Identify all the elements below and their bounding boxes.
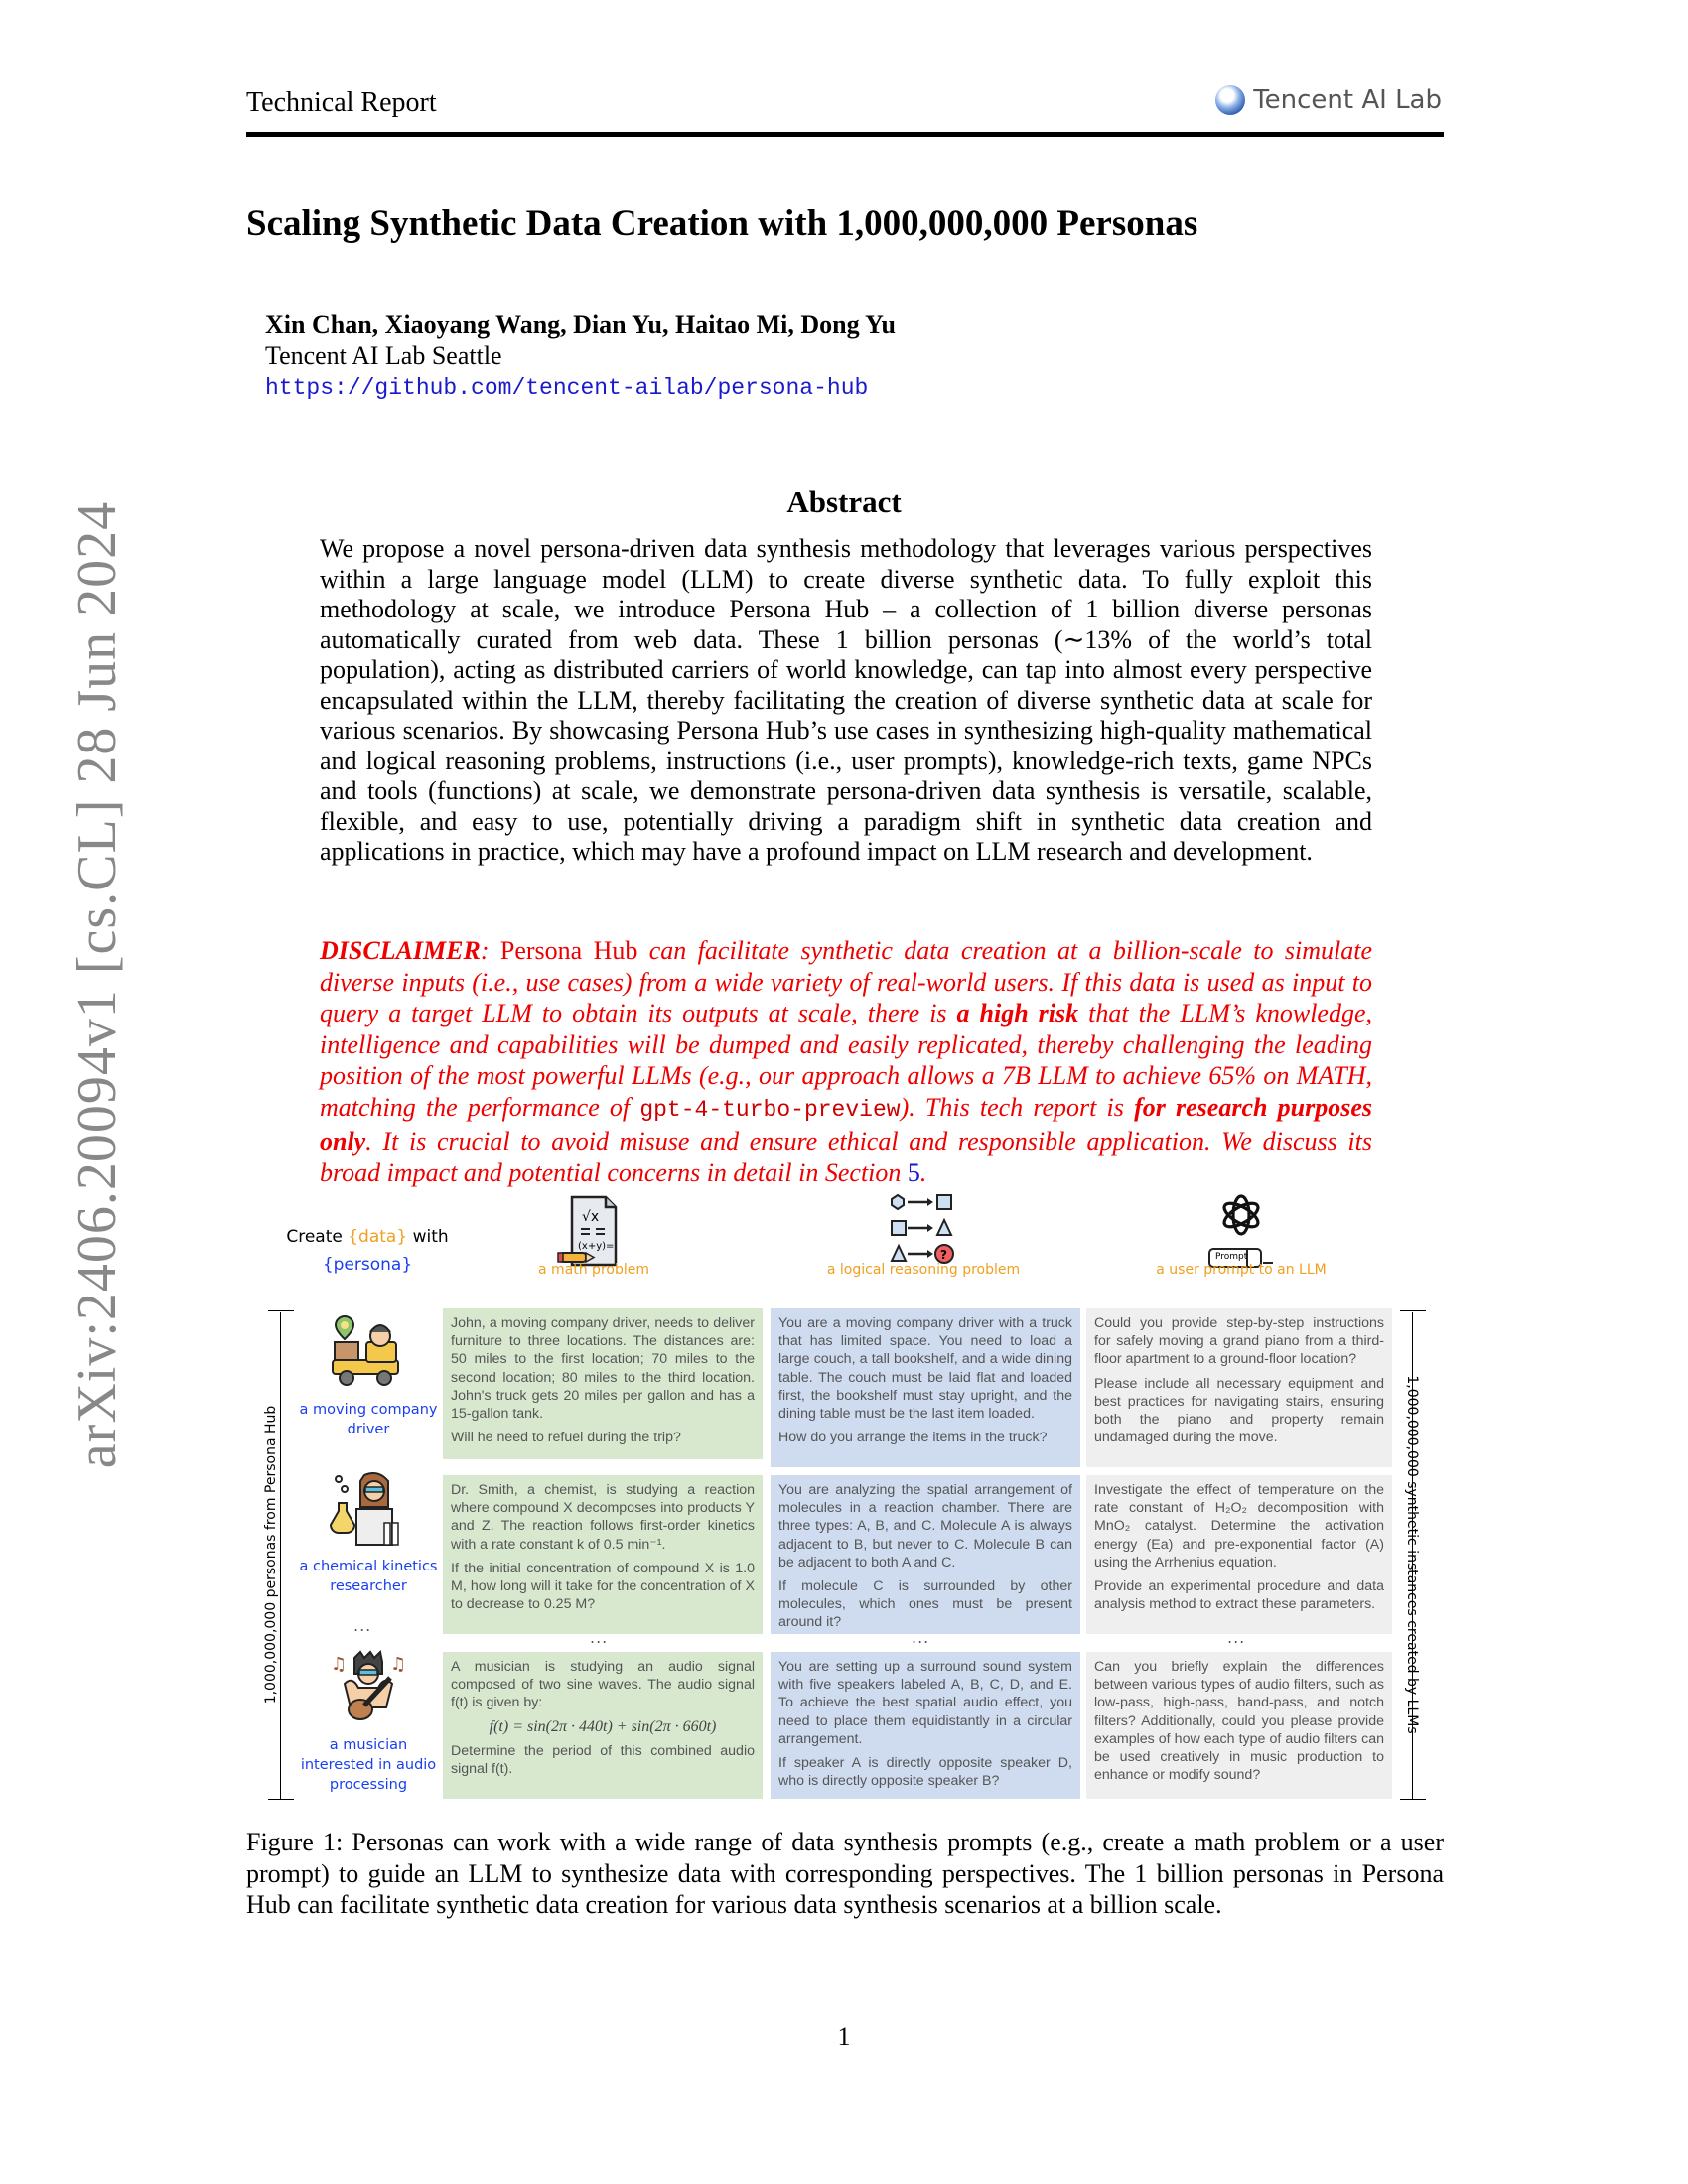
persona-hub-name: Persona Hub: [499, 936, 638, 965]
paper-title: Scaling Synthetic Data Creation with 1,000,000,000 Personas: [246, 204, 1198, 244]
card-question: Provide an experimental procedure and data analysis method to extract these parameters.: [1094, 1578, 1384, 1613]
column-caption-logic: a logical reasoning problem: [826, 1262, 1021, 1278]
card-question: Will he need to refuel during the trip?: [451, 1430, 681, 1446]
model-name: gpt-4-turbo-preview: [639, 1096, 901, 1123]
persona-ellipsis: ...: [353, 1616, 372, 1635]
card-text: Can you briefly explain the differences between various types of audio filters, such as low-pass, high-pass, band-pass, and notch filters? Additionally, could you please provide examples of how each type of audio filters can be used creatively in music production to enhance or modify sound?: [1094, 1659, 1384, 1784]
card-text: Dr. Smith, a chemist, is studying a reaction where compound X decomposes into products Y and Z. The reaction follows first-order kinetics with a rate constant k of 0.5 min⁻¹.: [451, 1482, 755, 1553]
disclaimer-end: .: [919, 1158, 927, 1187]
left-axis-line: [280, 1312, 281, 1799]
card-logic-row3: [771, 1652, 1080, 1799]
tencent-logo: [1215, 85, 1442, 115]
persona-moving-driver: [294, 1312, 443, 1439]
high-risk: a high risk: [956, 999, 1079, 1027]
card-prompt-row3: [1086, 1652, 1392, 1799]
figure-create-label: [268, 1223, 467, 1279]
disclaimer: [320, 935, 1372, 1188]
card-question: If speaker A is directly opposite speaker D, who is directly opposite speaker B?: [778, 1755, 1072, 1790]
card-text: A musician is studying an audio signal composed of two sine waves. The audio signal f(t) is given by:: [451, 1659, 755, 1711]
prompt-label: Prompt: [1215, 1252, 1248, 1262]
persona-label: a moving company driver: [299, 1402, 438, 1437]
data-placeholder: {data}: [348, 1227, 408, 1247]
right-axis-label: 1,000,000,000 synthetic instances created by LLMs: [1404, 1375, 1420, 1734]
math-ellipsis: ...: [590, 1628, 609, 1647]
svg-text:√x: √x: [582, 1209, 600, 1225]
card-prompt-row2: [1086, 1475, 1392, 1634]
persona-musician: [294, 1648, 443, 1795]
research-only: for research purposes only: [320, 1092, 1372, 1156]
disclaimer-text-1: can facilitate synthetic data creation at a billion-scale to simulate diverse inputs (i.e., use cases) from a wide variety of real-world users. If this data is used as input to query a target LLM to obtain its outputs at scale, there is: [320, 936, 1372, 1027]
running-header: Technical Report: [246, 87, 437, 118]
page-number: 1: [837, 2022, 851, 2051]
tencent-logo-icon: [1215, 85, 1245, 115]
left-axis-label: 1,000,000,000 personas from Persona Hub: [263, 1405, 279, 1705]
disclaimer-text-3: ). This tech report is: [900, 1092, 1135, 1122]
card-question: How do you arrange the items in the truck?: [778, 1430, 1048, 1446]
create-with: with: [407, 1227, 449, 1247]
persona-label: a musician interested in audio processing: [300, 1737, 437, 1793]
llm-prompt-icon: [1201, 1191, 1281, 1271]
logo-text: Tencent AI Lab: [1253, 85, 1442, 115]
card-text: Could you provide step-by-step instructions for safely moving a grand piano from a third-floor apartment to a ground-floor location?: [1094, 1315, 1384, 1368]
disclaimer-label: DISCLAIMER: [320, 936, 481, 965]
disclaimer-text-4: . It is crucial to avoid misuse and ensure ethical and responsible application. We discuss its broad impact and potential concerns in detail in Section: [320, 1127, 1372, 1187]
arxiv-stamp: arXiv:2406.20094v1 [cs.CL] 28 Jun 2024: [67, 500, 128, 1469]
card-text: You are analyzing the spatial arrangement of molecules in a reaction chamber. There are three types: A, B, and C. Molecule A is always adjacent to B, but never to C. Molecule B can be adjacent to both A and C.: [778, 1482, 1072, 1570]
chemist-icon: [329, 1469, 408, 1549]
card-question: Determine the period of this combined audio signal f(t).: [451, 1742, 755, 1778]
math-sheet-icon: [554, 1191, 633, 1271]
card-text: You are setting up a surround sound system with five speakers labeled A, B, C, D, and E. To achieve the best spatial audio effect, you need to place them equidistantly in a circular arrangement.: [778, 1659, 1072, 1747]
persona-chemist: [294, 1469, 443, 1596]
card-math-row3: [443, 1652, 763, 1799]
disclaimer-text-2: that the LLM’s knowledge, intelligence and capabilities will be dumped and easily replicated, thereby challenging the leading position of the most powerful LLMs (e.g., our approach allows a 7B LLM to achieve 65% on MATH, matching the performance of: [320, 999, 1372, 1122]
logic-ellipsis: ...: [912, 1628, 930, 1647]
card-text: You are a moving company driver with a truck that has limited space. You need to load a large couch, a tall bookshelf, and a wide dining table. The couch must be laid flat and loaded first, the bookshelf must stay upright, and the dining table must be the last item loaded.: [778, 1315, 1072, 1423]
column-caption-prompt: a user prompt to an LLM: [1156, 1262, 1327, 1278]
card-question: If molecule C is surrounded by other molecules, which ones must be present around it?: [778, 1578, 1072, 1631]
musician-icon: [329, 1648, 408, 1727]
abstract-body: We propose a novel persona-driven data synthesis methodology that leverages various perspectives within a large language model (LLM) to create diverse synthetic data. To fully exploit this methodology at scale, we introduce Persona Hub – a collection of 1 billion diverse personas automatically curated from web data. These 1 billion personas (∼13% of the world’s total population), acting as distributed carriers of world knowledge, can tap into almost every perspective encapsulated within the LLM, thereby facilitating the creation of diverse synthetic data at scale for various scenarios. By showcasing Persona Hub’s use cases in synthesizing high-quality mathematical and logical reasoning problems, instructions (i.e., user prompts), knowledge-rich texts, game NPCs and tools (functions) at scale, we demonstrate persona-driven data synthesis is versatile, scalable, flexible, and easy to use, potentially driving a paradigm shift in synthetic data creation and applications in practice, which may have a profound impact on LLM research and development.: [320, 534, 1372, 866]
right-axis-bottom-tick: [1400, 1799, 1426, 1800]
column-caption-math: a math problem: [538, 1262, 649, 1278]
prompt-ellipsis: ...: [1227, 1628, 1246, 1647]
card-math-row1: [443, 1308, 763, 1459]
persona-placeholder: {persona}: [322, 1255, 413, 1275]
card-logic-row1: [771, 1308, 1080, 1467]
card-text: Investigate the effect of temperature on the rate constant of H₂O₂ decomposition with MnO₂ catalyst. Determine the activation energy (Ea) and pre-exponential factor (A) using the Arrhenius equation.: [1094, 1482, 1384, 1570]
disclaimer-colon: :: [480, 936, 500, 965]
persona-label: a chemical kinetics researcher: [299, 1559, 438, 1594]
right-axis-top-tick: [1400, 1310, 1426, 1311]
card-text: John, a moving company driver, needs to deliver furniture to three locations. The distances are: 50 miles to the first location; 70 miles to the second location; 80 miles to the third location. John's truck gets 20 miles per gallon and has a 15-gallon tank.: [451, 1315, 755, 1423]
create-prefix: Create: [286, 1227, 349, 1247]
github-link[interactable]: https://github.com/tencent-ailab/persona-hub: [265, 375, 869, 401]
card-question: If the initial concentration of compound X is 1.0 M, how long will it take for the concentration of X to decrease to 0.25 M?: [451, 1560, 755, 1613]
authors: Xin Chan, Xiaoyang Wang, Dian Yu, Haitao Mi, Dong Yu: [265, 310, 897, 339]
abstract-heading: Abstract: [786, 484, 902, 519]
header-rule: [246, 132, 1444, 137]
section-link[interactable]: 5: [907, 1158, 920, 1187]
svg-text:?: ?: [940, 1248, 947, 1262]
card-formula: f(t) = sin(2π · 440t) + sin(2π · 660t): [489, 1717, 717, 1735]
card-math-row2: [443, 1475, 763, 1634]
card-logic-row2: [771, 1475, 1080, 1634]
figure-caption: Figure 1: Personas can work with a wide range of data synthesis prompts (e.g., create a math problem or a user prompt) to guide an LLM to synthesize data with corresponding perspectives. The 1 billion personas in Persona Hub can facilitate synthetic data creation for various data synthesis scenarios at a billion scale.: [246, 1828, 1444, 1919]
logic-shapes-icon: [884, 1191, 963, 1271]
svg-text:♫: ♫: [331, 1654, 348, 1675]
affiliation: Tencent AI Lab Seattle: [265, 341, 502, 370]
svg-text:(x+y)=: (x+y)=: [578, 1241, 615, 1252]
svg-text:♫: ♫: [390, 1654, 407, 1675]
card-question: Please include all necessary equipment and best practices for navigating stairs, ensuring both the piano and property remain undamaged during the move.: [1094, 1375, 1384, 1446]
truck-driver-icon: [329, 1312, 408, 1392]
card-prompt-row1: [1086, 1308, 1392, 1467]
